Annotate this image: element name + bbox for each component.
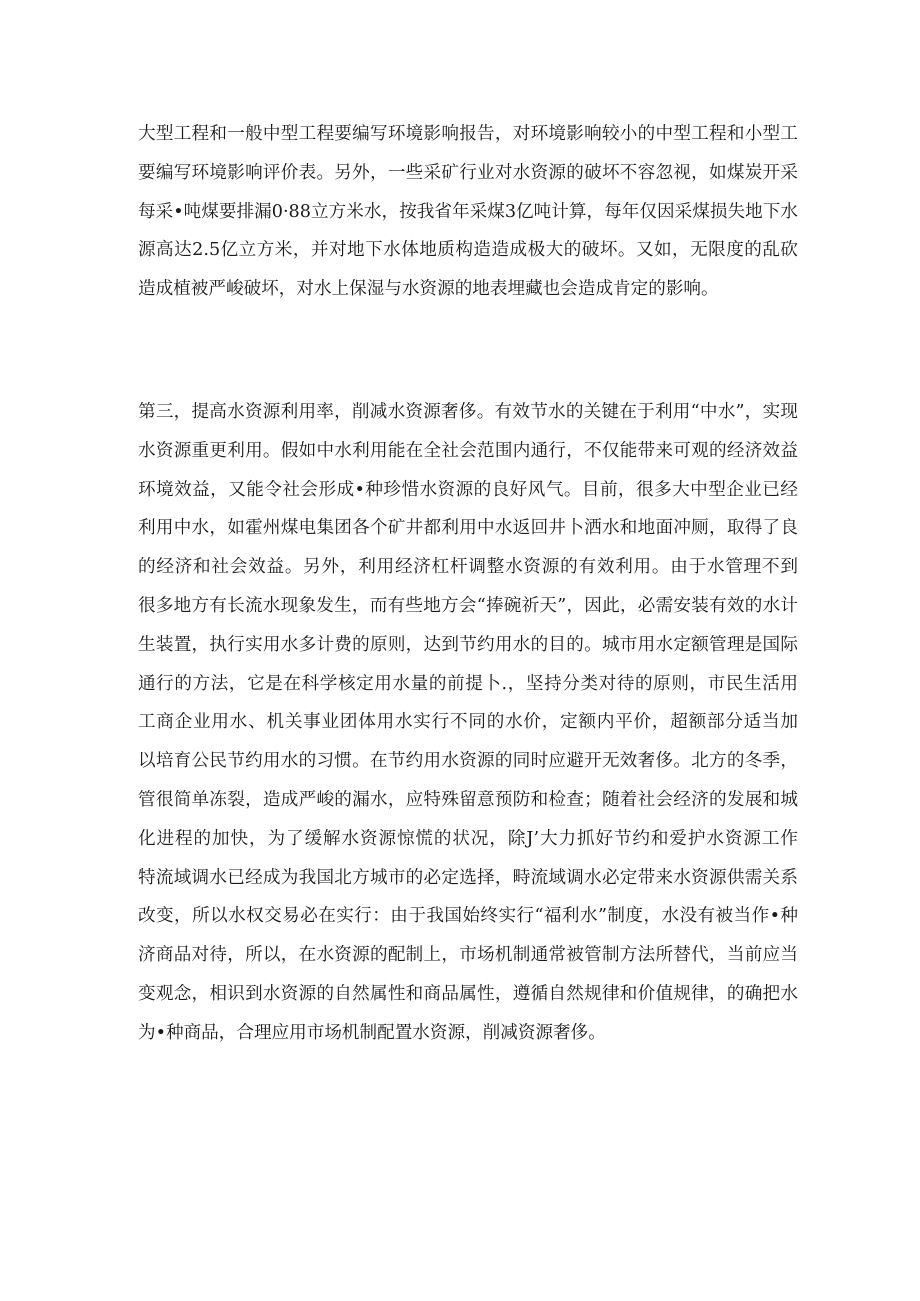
text-line: 第三，提高水资源利用率，削减水资源奢侈。有效节水的关键在于利用“中水”，实现: [138, 402, 798, 422]
text-line: 工商企业用水、机关事业团体用水实行不同的水价，定额内平价，超额部分适当加: [138, 712, 798, 733]
text-line: 通行的方法，它是在科学核定用水量的前提卜.，坚持分类对待的原则，市民生活用: [138, 673, 798, 694]
paragraph-environmental-impact: [138, 115, 798, 309]
text-line: 水资源重更利用。假如中水利用能在全社会范围内通行，不仅能带来可观的经济效益: [138, 440, 798, 461]
text-line: 造成植被严峻破坏，对水上保湿与水资源的地表埋藏也会造成肯定的影响。: [138, 279, 719, 300]
text-line: 变观念，相识到水资源的自然属性和商品属性，遵循自然规律和价值规律，的确把水: [138, 983, 798, 1004]
text-line: 管很简单冻裂，造成严峻的漏水，应特殊留意预防和检查；随着社会经济的发展和城: [138, 789, 798, 810]
text-line: 利用中水，如霍州煤电集团各个矿井都利用中水返回井卜洒水和地面冲厕，取得了良: [138, 518, 798, 539]
text-line: 的经济和社会效益。另外，利用经济杠杆调整水资源的有效利用。由于水管理不到: [138, 557, 798, 578]
text-line: 环境效益，又能令社会形成•种珍惜水资源的良好风气。目前，很多大中型企业已经: [138, 479, 798, 500]
text-line: 特流域调水已经成为我国北方城市的必定选择，畤流域调水必定带来水资源供需关系: [138, 867, 798, 888]
text-line: 生装置，执行实用水多计费的原则，达到节约用水的目的。城市用水定额管理是国际: [138, 634, 798, 655]
text-line: 每采•吨煤要排漏0·88立方米水，按我省年采煤3亿吨计算，每年仅因采煤损失地下水: [138, 201, 798, 222]
text-line: 以培育公民节约用水的习惯。在节约用水资源的同时应避开无效奢侈。北方的冬季，: [138, 751, 798, 772]
text-line: 济商品对待，所以，在水资源的配制上，市场机制通常被管制方法所替代，当前应当: [138, 945, 798, 966]
text-line: 为•种商品，合理应用市场机制配置水资源，削减资源奢侈。: [138, 1022, 606, 1043]
text-line: 很多地方有长流水现象发生，而有些地方会“捧碗祈天”，因此，必需安装有效的水计: [138, 595, 798, 616]
text-line: 要编写环境影响评价表。另外，一些采矿行业对水资源的破坏不容忽视，如煤炭开采: [138, 162, 798, 183]
text-line: 改变，所以水权交易必在实行：由于我国始终实行“福利水”制度，水没有被当作•种: [138, 906, 798, 927]
text-line: 大型工程和一般中型工程要编写环境影响报告，对环境影响较小的中型工程和小型工: [138, 124, 798, 144]
text-line: 源高达2.5亿立方米，并对地下水体地质构造造成极大的破坏。又如，无限度的乱砍: [138, 240, 798, 261]
text-line: 化进程的加快，为了缓解水资源惊慌的状况，除J’大力抓好节约和爱护水资源工作: [138, 828, 798, 849]
paragraph-water-efficiency: [138, 393, 798, 1053]
